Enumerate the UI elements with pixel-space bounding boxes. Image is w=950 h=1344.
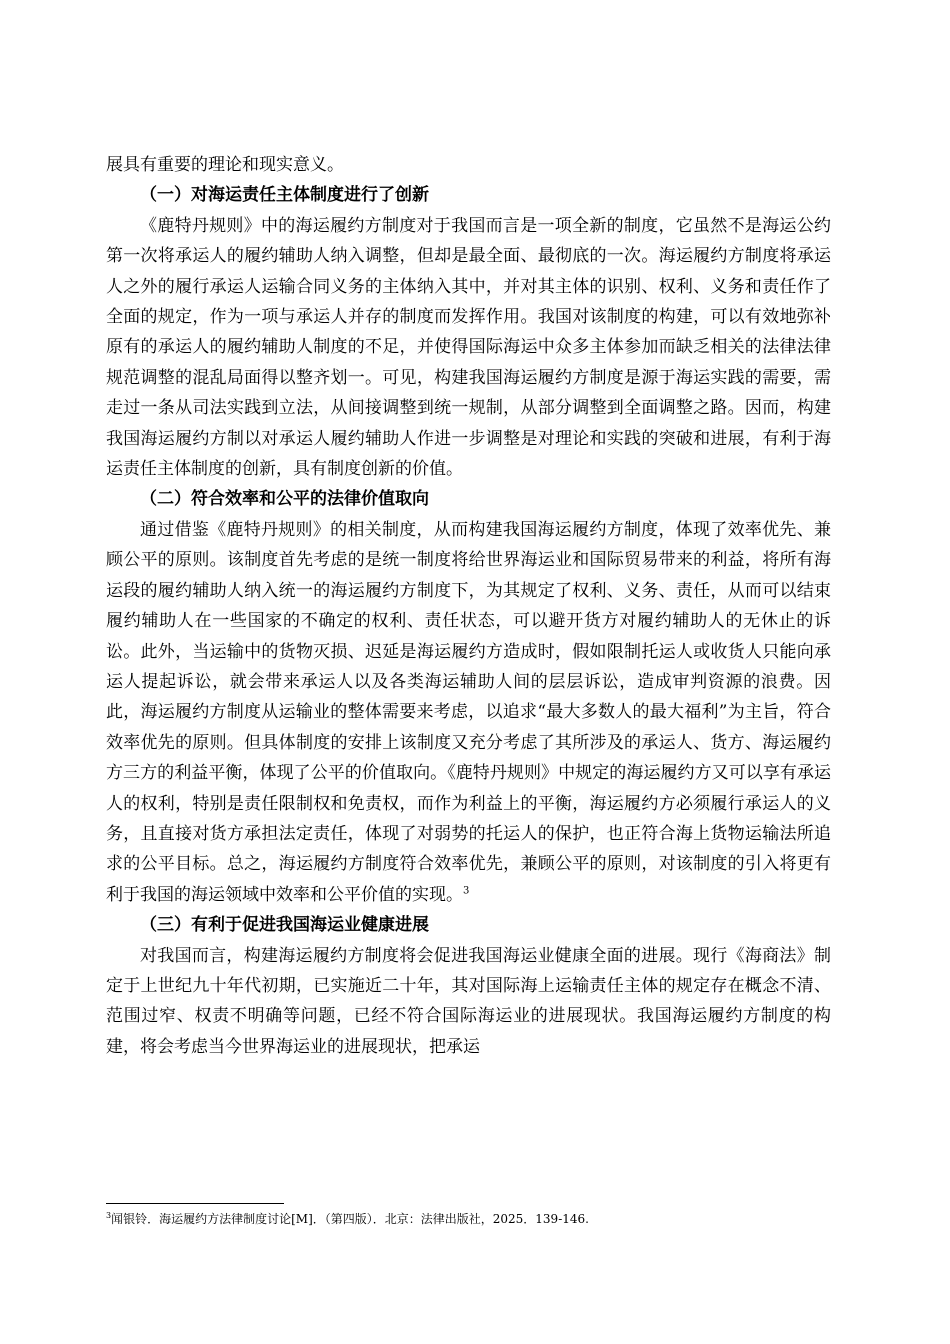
paragraph-section-2-text: 通过借鉴《鹿特丹规则》的相关制度，从而构建我国海运履约方制度，体现了效率优先、兼顾公平的原则。该制度首先考虑的是统一制度将给世界海运业和国际贸易带来的利益，将所有海运段的履约辅助人纳入统一的海运履约方制度下，为其规定了权利、义务、责任，从而可以结束履约辅助人在一些国家的不确定的权利、责任状态，可以避开货方对履约辅助人的无休止的诉讼。此外，当运输中的货物灭损、迟延是海运履约方造成时，假如限制托运人或收货人只能向承运人提起诉讼，就会带来承运人以及各类海运辅助人间的层层诉讼，造成审判资源的浪费。因此，海运履约方制度从运输业的整体需要来考虑，以追求“最大多数人的最大福利”为主旨，符合效率优先的原则。但具体制度的安排上该制度又充分考虑了其所涉及的承运人、货方、海运履约方三方的利益平衡，体现了公平的价值取向。《鹿特丹规则》中规定的海运履约方又可以享有承运人的权利，特别是责任限制权和免责权，而作为利益上的平衡，海运履约方必须履行承运人的义务，且直接对货方承担法定责任，体现了对弱势的托运人的保护，也正符合海上货物运输法所追求的公平目标。总之，海运履约方制度符合效率优先，兼顾公平的原则，对该制度的引入将更有利于我国的海运领域中效率和公平价值的实现。 (106, 519, 831, 905)
section-heading-3: （三）有利于促进我国海运业健康进展 (140, 915, 429, 936)
body-text (106, 150, 831, 1062)
footnote (106, 1210, 831, 1228)
footnote-text: 闻银铃．海运履约方法律制度讨论[M]．（第四版）．北京：法律出版社，2025．139-146. (111, 1212, 589, 1226)
paragraph-section-3: 对我国而言，构建海运履约方制度将会促进我国海运业健康全面的进展。现行《海商法》制定于上世纪九十年代初期，已实施近二十年，其对国际海上运输责任主体的规定存在概念不清、范围过窄、权责不明确等问题，已经不符合国际海运业的进展现状。我国海运履约方制度的构建，将会考虑当今世界海运业的进展现状，把承运 (106, 945, 831, 1057)
paragraph-section-2 (106, 515, 831, 910)
footnote-reference[interactable]: 3 (463, 885, 470, 897)
footnote-divider (106, 1203, 284, 1204)
section-heading-1: （一）对海运责任主体制度进行了创新 (140, 185, 429, 206)
footnote-marker: 3 (106, 1211, 112, 1220)
paragraph-section-1: 《鹿特丹规则》中的海运履约方制度对于我国而言是一项全新的制度，它虽然不是海运公约第一次将承运人的履约辅助人纳入调整，但却是最全面、最彻底的一次。海运履约方制度将承运人之外的履行承运人运输合同义务的主体纳入其中，并对其主体的识别、权利、义务和责任作了全面的规定，作为一项与承运人并存的制度而发挥作用。我国对该制度的构建，可以有效地弥补原有的承运人的履约辅助人制度的不足，并使得国际海运中众多主体参加而缺乏相关的法律法律规范调整的混乱局面得以整齐划一。可见，构建我国海运履约方制度是源于海运实践的需要，需走过一条从司法实践到立法，从间接调整到统一规制，从部分调整到全面调整之路。因而，构建我国海运履约方制以对承运人履约辅助人作进一步调整是对理论和实践的突破和进展，有利于海运责任主体制度的创新，具有制度创新的价值。 (106, 215, 831, 480)
paragraph-continuation: 展具有重要的理论和现实意义。 (106, 155, 344, 175)
section-heading-2: （二）符合效率和公平的法律价值取向 (140, 489, 429, 510)
